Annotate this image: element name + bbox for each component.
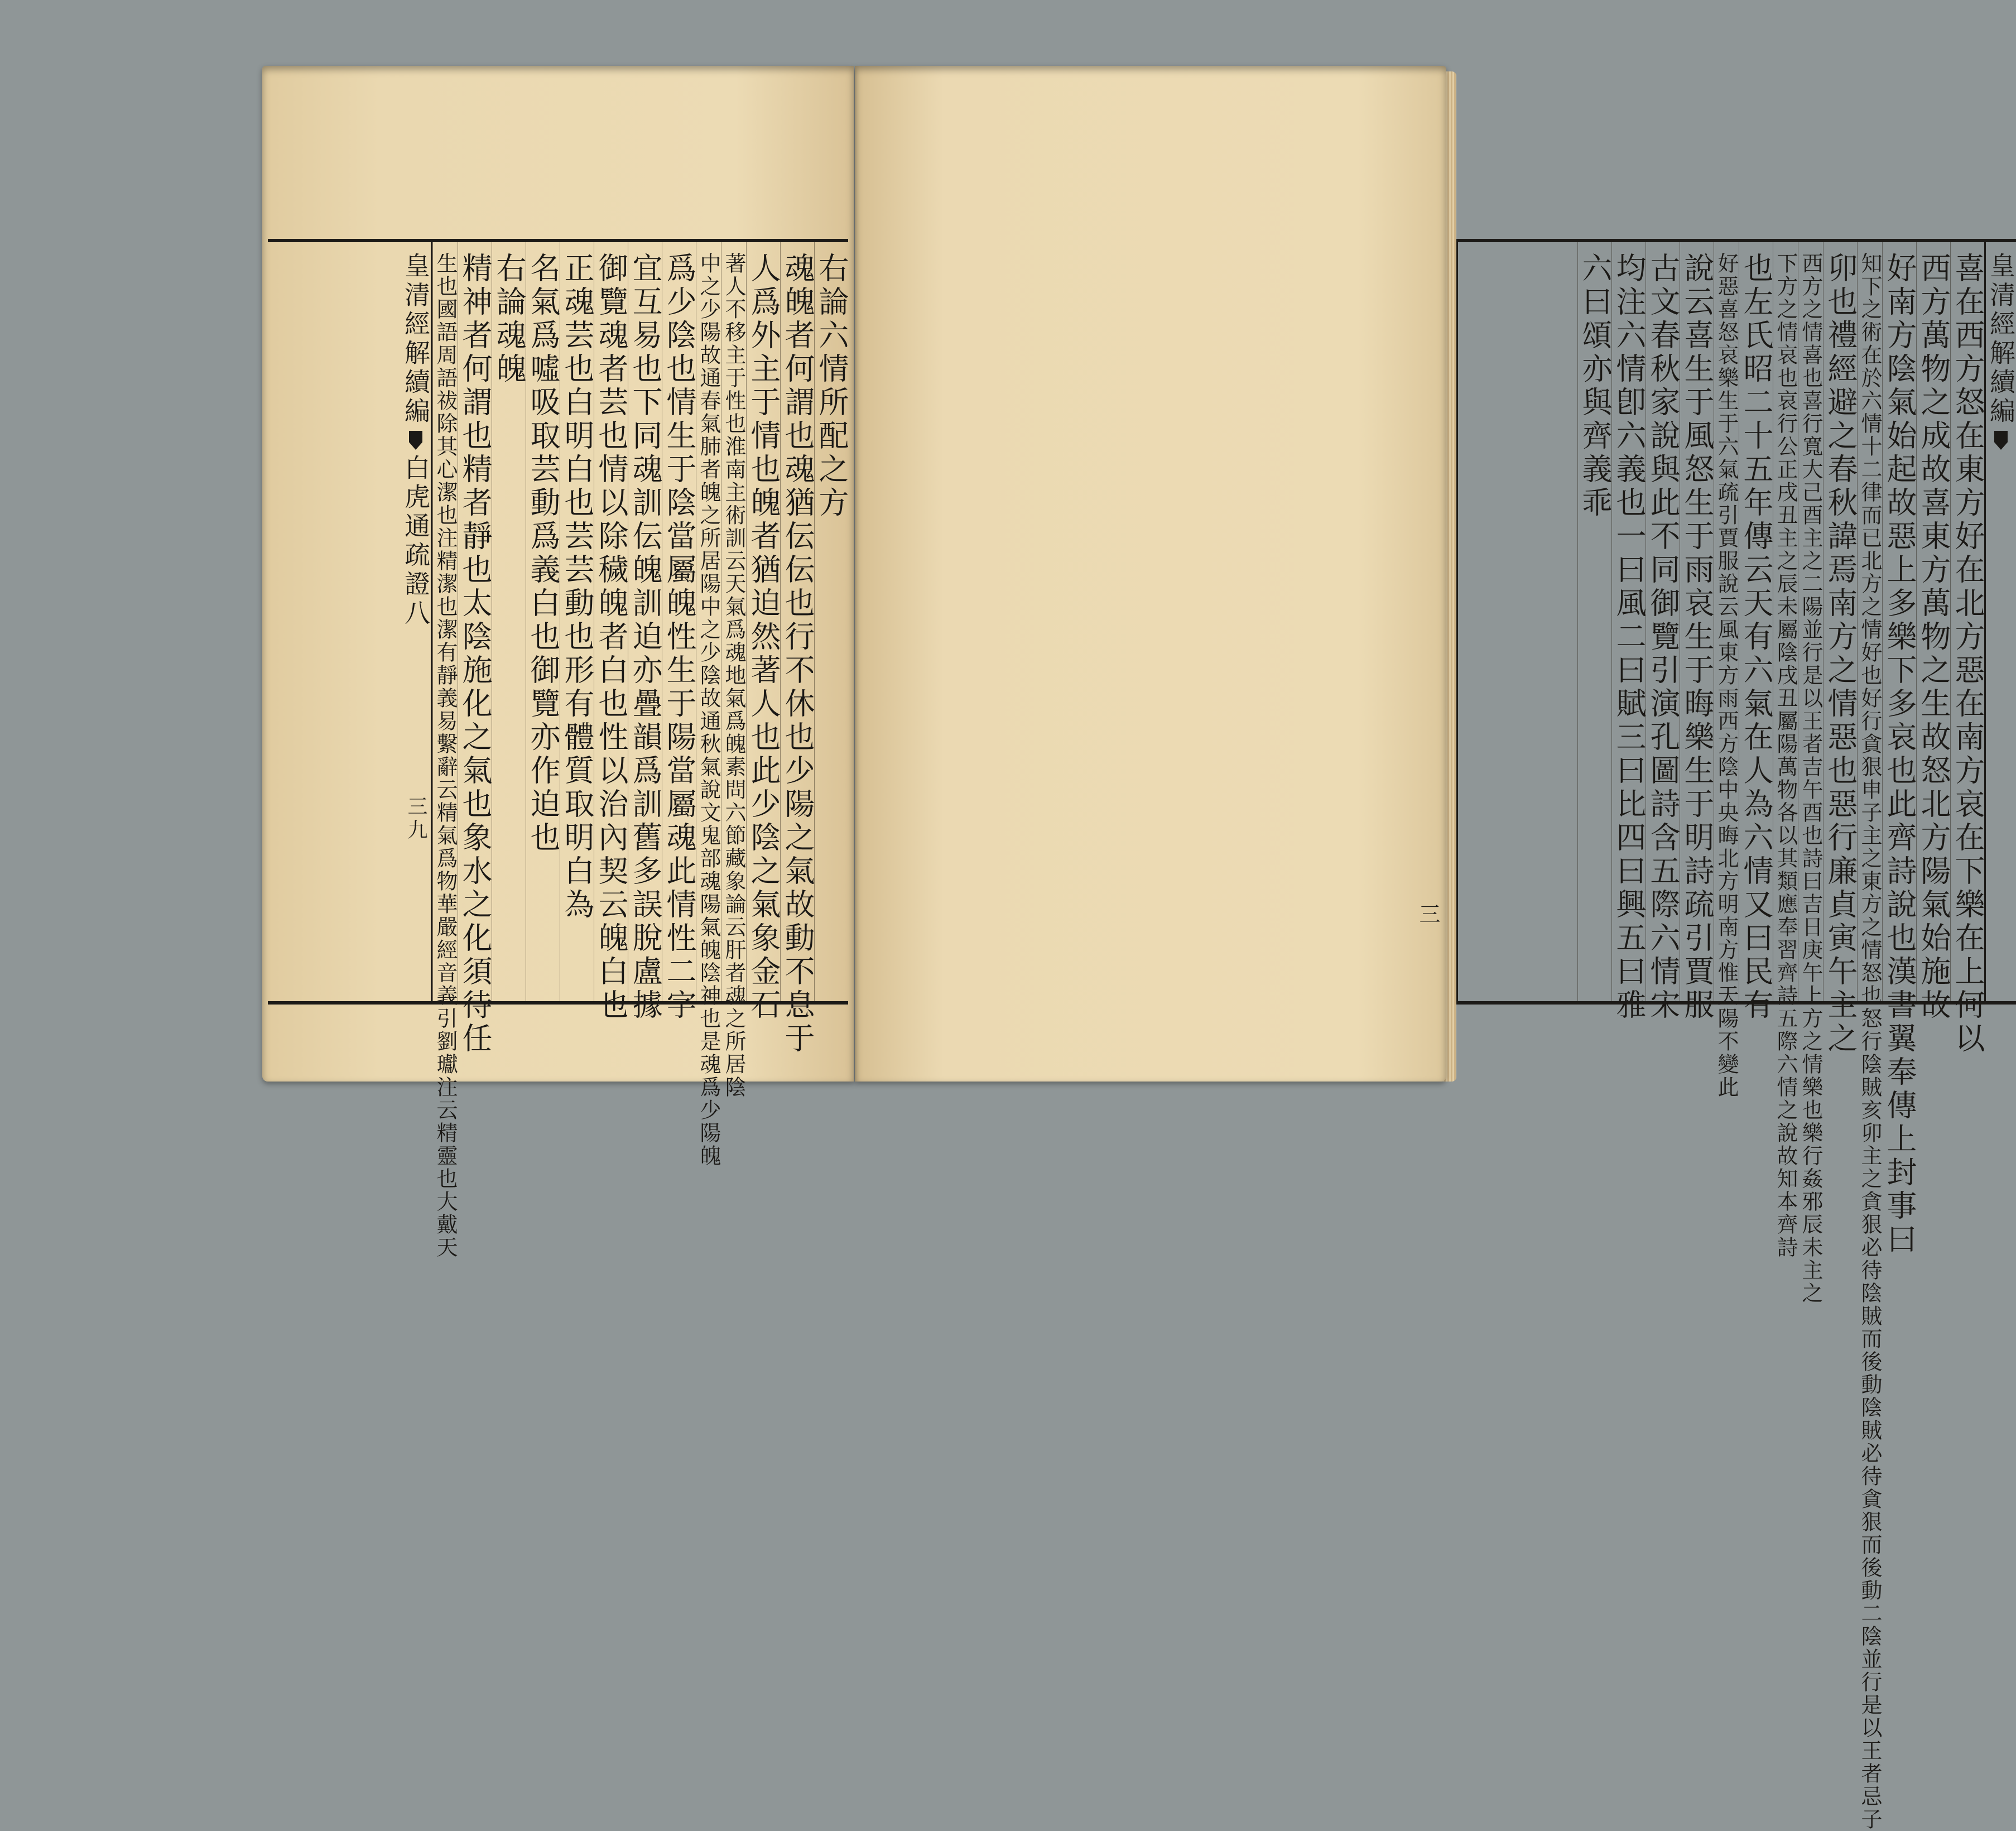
right-text-column: 古文春秋家說與此不同御覽引演孔圖詩含五際六情宋 [1645,242,1680,1001]
fishtail-marker-icon [409,431,422,450]
fishtail-marker-icon [1994,431,2008,450]
left-running-title: 白虎通疏證八 [401,454,431,628]
open-book [262,66,2016,1831]
right-text-column: 知下之術在於六情十二律而已北方之情好也好行貪狠申子主之東方之情怒也怒行陰賊亥卯主之貪狠必待陰賊而後動陰賊必待貪狠而後動二陰並行是以王者忌子 [1857,242,1882,1001]
left-text-column: 右論六情所配之方 [814,242,848,1001]
right-page [855,66,2016,1831]
right-text-column: 好南方陰氣始起故惡上多樂下多哀也此齊詩說也漢書翼奉傳上封事曰 [1882,242,1916,1001]
left-text-column: 宜互易也下同魂訓伝魄訓迫亦疊韻爲訓舊多誤脫盧據 [628,242,662,1001]
right-text-frame [1456,239,2016,1831]
right-text-column: 好惡喜怒哀樂生于六氣疏引賈服說云風東方雨西方陰中央晦北方明南方惟天陽不變此 [1714,242,1739,1001]
right-header-text: 皇清經解續編 [1986,252,2016,426]
left-text-column: 生也國語周語祓除其心潔也注精潔也潔有靜義易繫辭云精氣爲物華嚴經音義引劉瓛注云精靈也大戴天 [432,242,458,1001]
left-text-column: 人爲外主于情也魄者猶迫然著人也此少陰之氣象金石 [746,242,780,1001]
left-text-column: 爲少陰也情生于陰當屬魄性生于陽當屬魂此情性二字 [662,242,696,1001]
left-text-column: 中之少陽故通春氣肺者魄之所居陽中之少陰故通秋氣說文鬼部魂陽氣魄陰神也是魂爲少陽魄 [696,242,721,1001]
right-text-column: 西方萬物之成故喜東方萬物之生故怒北方陽氣始施故 [1916,242,1950,1001]
left-text-column: 右論魂魄 [492,242,526,1001]
right-text-column: 喜在西方怒在東方好在北方惡在南方哀在下樂在上何以 [1950,242,1984,1001]
right-page-number: 三 [1416,903,1440,924]
right-text-column: 下方之情哀也哀行公正戌丑主之辰未屬陰戌丑屬陽萬物各以其類應奉習齊詩五際六情之說故知本齊詩 [1773,242,1798,1001]
right-text-column: 也左氏昭二十五年傳云天有六氣在人為六情又曰民有 [1739,242,1773,1001]
left-text-column: 精神者何謂也精者靜也太陰施化之氣也象水之化須待任 [458,242,492,1001]
left-header-text: 皇清經解續編 [401,252,431,426]
left-page [262,66,854,1259]
right-text-column: 六曰頌亦與齊義乖 [1577,242,1611,1001]
left-page-number: 三九 [405,796,427,843]
right-text-column: 均注六情卽六義也一曰風二曰賦三曰比四曰興五曰雅 [1611,242,1645,1001]
left-columns [268,242,849,1259]
left-text-column: 魂魄者何謂也魂猶伝伝也行不休也少陽之氣故動不息于 [780,242,814,1001]
left-text-column: 正魂芸也白明白也芸芸動也形有體質取明白為 [560,242,594,1001]
left-text-column: 著人不移主于性也淮南主術訓云天氣爲魂地氣爲魄素問六節藏象論云肝者魂之所居陰 [721,242,746,1001]
right-text-column: 說云喜生于風怒生于雨哀生于晦樂生于明詩疏引賈服 [1680,242,1714,1001]
right-page-header [1984,242,2016,1001]
right-text-column: 西方之情喜也喜行寬大己酉主之二陽並行是以王者吉午酉也詩曰吉日庚午上方之情樂也樂行姦邪辰未主之 [1798,242,1823,1001]
left-page-header [401,242,432,1001]
right-columns [1458,242,2016,1831]
right-text-column: 卯也禮經避之春秋諱焉南方之情惡也惡行廉貞寅午主之 [1823,242,1857,1001]
left-text-frame [268,239,849,1259]
left-text-column: 名氣爲噓吸取芸動爲義白也御覽亦作迫也 [526,242,560,1001]
left-text-column: 御覽魂者芸也情以除穢魄者白也性以治內契云魄白也 [594,242,628,1001]
